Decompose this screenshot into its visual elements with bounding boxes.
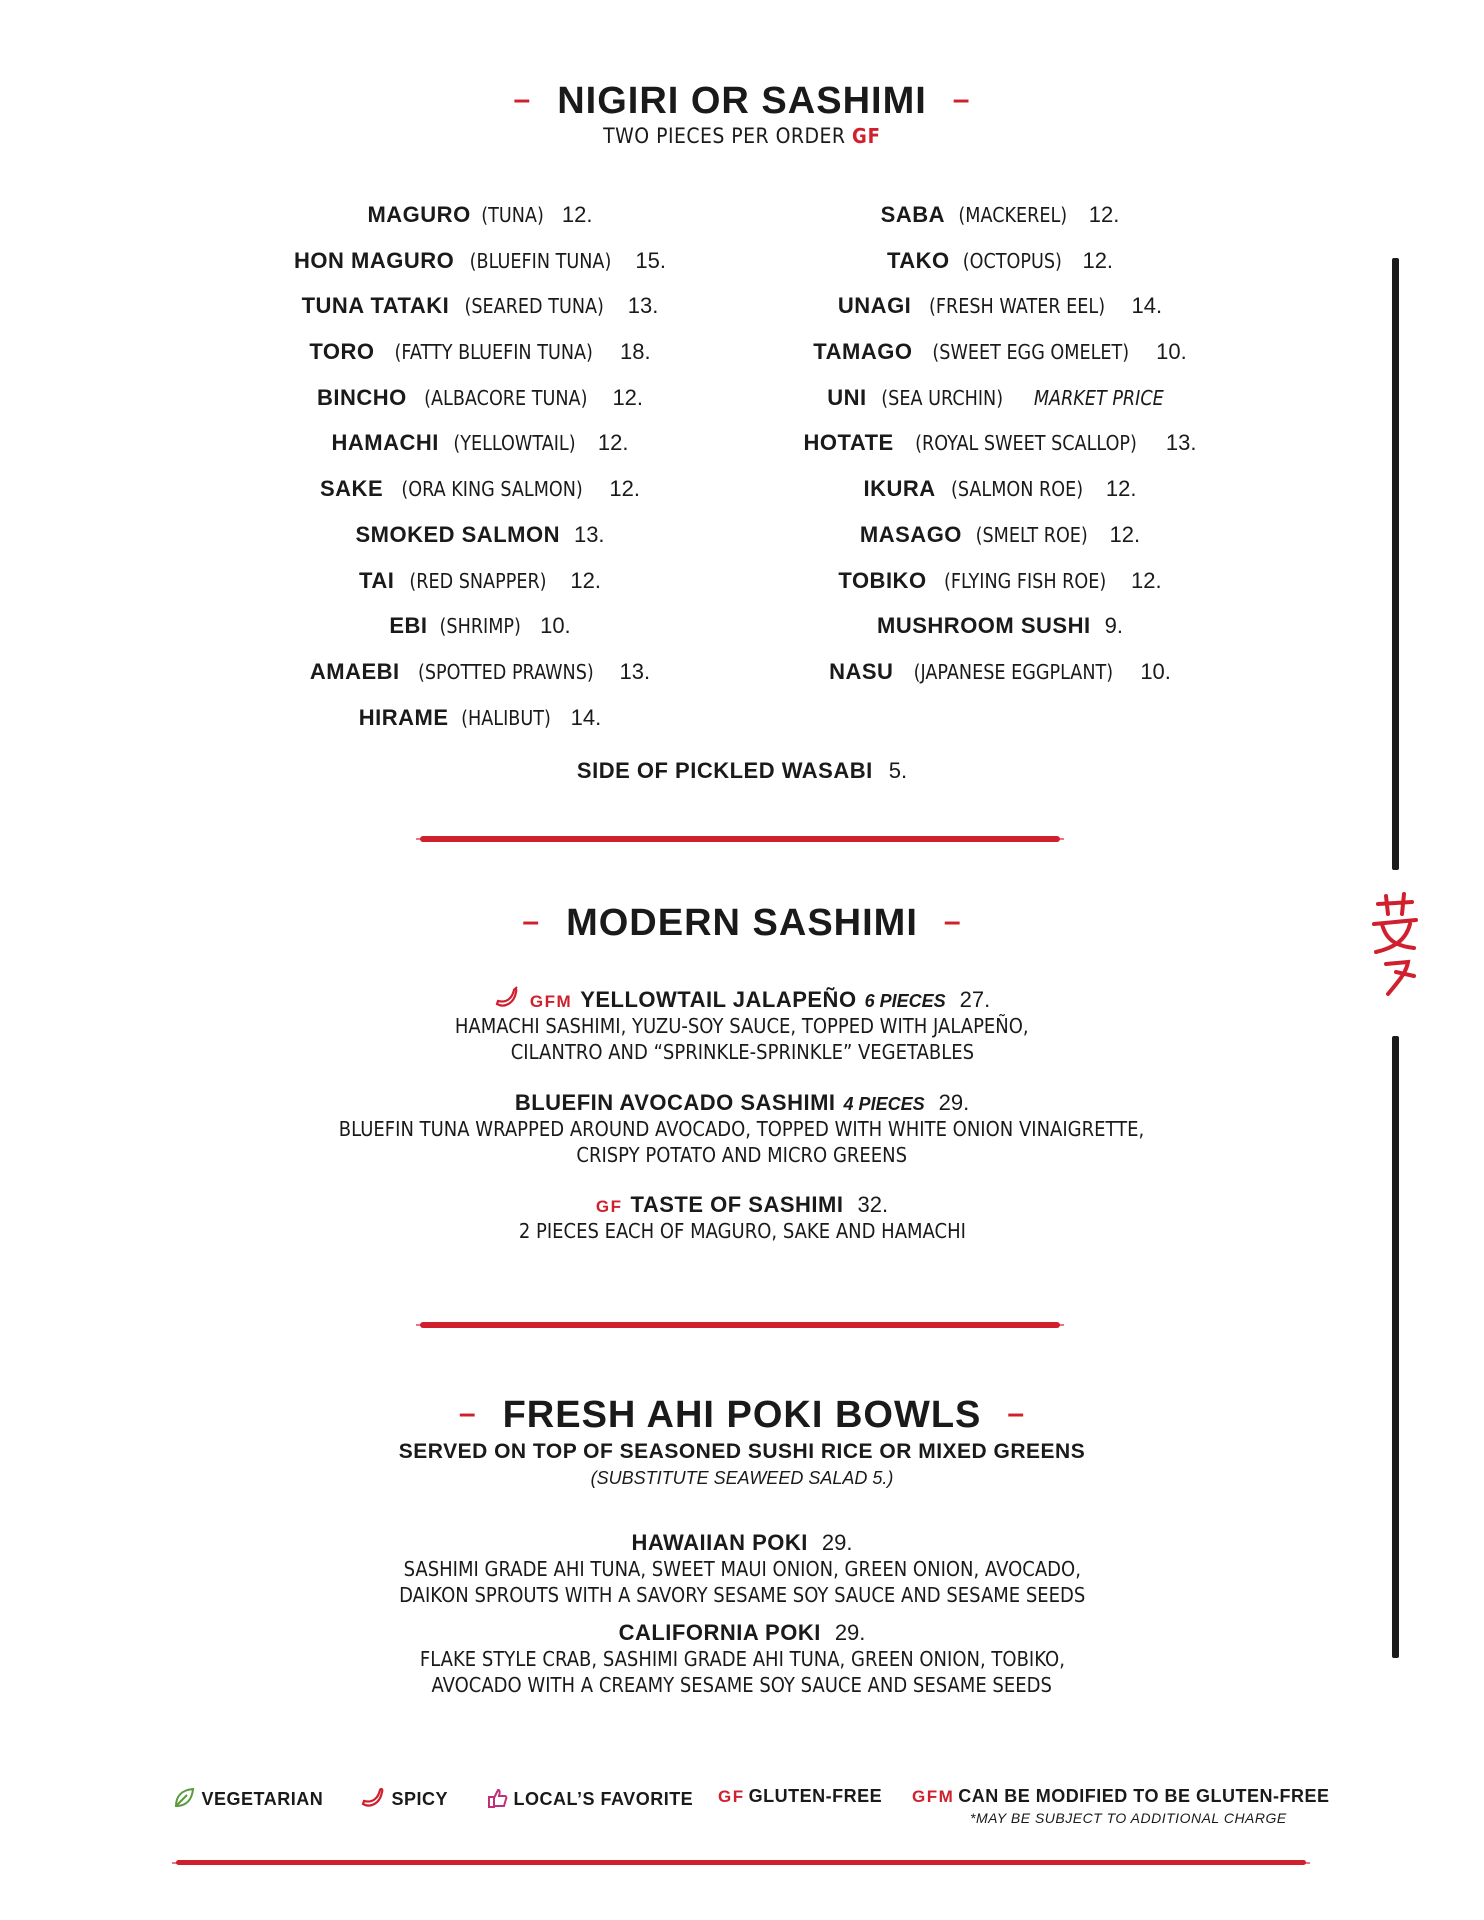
menu-item xyxy=(220,566,740,612)
item-name: SAKE xyxy=(320,476,384,502)
item-description: (FLYING FISH ROE) xyxy=(943,568,1106,593)
dish-hawaiian-poki: HAWAIIAN POKI 29. SASHIMI GRADE AHI TUNA, SWEET MAUI ONION, GREEN ONION, AVOCADO, DAIKON SPROUTS WITH A SAVORY SESAME SOY SAUCE AND SESAME SEEDS xyxy=(398,1530,1086,1607)
item-price: 10. xyxy=(1156,339,1187,365)
black-brush-stroke-top xyxy=(1392,258,1399,870)
dish-yellowtail-jalapeno: GFM YELLOWTAIL JALAPEÑO 6 PIECES 27. HAMACHI SASHIMI, YUZU-SOY SAUCE, TOPPED WITH JALAPEÑO, CILANTRO AND “SPRINKLE-SPRINKLE” VEGETABLES xyxy=(455,987,1029,1064)
item-price: 13. xyxy=(573,521,605,547)
legend-gluten-free: GF GLUTEN-FREE xyxy=(718,1786,883,1806)
item-name: SABA xyxy=(880,202,946,227)
leaf-icon xyxy=(172,1786,196,1810)
menu-item xyxy=(220,520,740,566)
item-price: 12. xyxy=(1109,521,1141,547)
item-name: AMAEBI xyxy=(309,658,400,684)
item-price: 13. xyxy=(627,293,659,319)
item-description: (FRESH WATER EEL) xyxy=(929,294,1106,319)
item-price: 12. xyxy=(612,384,644,410)
item-description: (SEA URCHIN) xyxy=(881,385,1003,410)
item-description: (HALIBUT) xyxy=(460,705,551,730)
menu-item xyxy=(740,246,1260,292)
menu-item xyxy=(740,520,1260,566)
legend-gfm: GFM CAN BE MODIFIED TO BE GLUTEN-FREE xyxy=(912,1786,1330,1806)
black-brush-stroke-bottom xyxy=(1392,1036,1399,1658)
item-description: (ALBACORE TUNA) xyxy=(423,385,588,410)
item-price: 12. xyxy=(597,430,629,456)
legend-spicy: SPICY xyxy=(360,1786,448,1810)
item-description: (FATTY BLUEFIN TUNA) xyxy=(394,340,593,365)
item-name: HOTATE xyxy=(803,430,894,456)
menu-item xyxy=(740,383,1260,429)
item-price: 12. xyxy=(561,202,593,227)
menu-item xyxy=(220,291,740,337)
menu-item xyxy=(220,703,740,749)
item-price: 12. xyxy=(570,567,601,593)
item-name: BINCHO xyxy=(316,384,407,410)
title-dash: – xyxy=(513,83,532,116)
item-name: MAGURO xyxy=(367,202,471,227)
nigiri-right-column xyxy=(740,200,1260,703)
item-name: UNAGI xyxy=(837,293,912,319)
menu-item xyxy=(220,383,740,429)
poki-note: (SUBSTITUTE SEAWEED SALAD 5.) xyxy=(590,1468,894,1488)
item-price: 12. xyxy=(1130,567,1162,593)
item-description: (MACKEREL) xyxy=(958,203,1068,227)
item-description: (SMELT ROE) xyxy=(975,522,1088,547)
menu-item xyxy=(220,246,740,292)
item-price: 12. xyxy=(609,476,640,502)
item-name: SMOKED SALMON xyxy=(355,521,560,547)
item-price: 13. xyxy=(1165,430,1197,456)
item-description: (OCTOPUS) xyxy=(962,248,1062,273)
item-name: TAKO xyxy=(886,247,950,273)
item-description: (RED SNAPPER) xyxy=(409,568,548,593)
item-name: TORO xyxy=(309,339,375,365)
nigiri-left-column xyxy=(220,200,740,748)
menu-item xyxy=(740,566,1260,612)
menu-item xyxy=(740,337,1260,383)
menu-item xyxy=(220,657,740,703)
menu-item xyxy=(220,611,740,657)
item-price: MARKET PRICE xyxy=(1033,385,1164,410)
menu-item xyxy=(220,428,740,474)
nigiri-title: – NIGIRI OR SASHIMI – xyxy=(513,80,971,122)
red-brush-divider xyxy=(420,836,1060,842)
menu-item xyxy=(740,611,1260,657)
menu-item xyxy=(220,474,740,520)
item-price: 10. xyxy=(1140,658,1171,684)
menu-item xyxy=(740,428,1260,474)
menu-item xyxy=(220,200,740,246)
item-price: 9. xyxy=(1104,613,1123,639)
dish-california-poki: CALIFORNIA POKI 29. FLAKE STYLE CRAB, SASHIMI GRADE AHI TUNA, GREEN ONION, TOBIKO, AVOCADO WITH A CREAMY SESAME SOY SAUCE AND SESAME SEEDS xyxy=(419,1620,1065,1697)
item-description: (SALMON ROE) xyxy=(950,477,1083,502)
item-price: 10. xyxy=(540,613,571,639)
item-description: (SEARED TUNA) xyxy=(464,294,605,319)
item-description: (BLUEFIN TUNA) xyxy=(470,248,612,273)
item-description: (ORA KING SALMON) xyxy=(401,477,584,502)
item-price: 14. xyxy=(570,704,602,730)
item-price: 14. xyxy=(1131,293,1163,319)
item-price: 18. xyxy=(620,339,651,365)
item-name: TAI xyxy=(359,567,395,593)
item-price: 12. xyxy=(1082,247,1114,273)
item-name: TOBIKO xyxy=(838,567,927,593)
item-name: MUSHROOM SUSHI xyxy=(877,613,1091,639)
dish-taste-of-sashimi: GF TASTE OF SASHIMI 32. 2 PIECES EACH OF MAGURO, SAKE AND HAMACHI xyxy=(518,1192,966,1243)
chili-pepper-icon xyxy=(494,986,520,1010)
item-name: HON MAGURO xyxy=(294,247,455,273)
item-description: (JAPANESE EGGPLANT) xyxy=(913,659,1113,684)
nigiri-subtitle: TWO PIECES PER ORDER GF xyxy=(603,124,881,148)
gf-badge: GF xyxy=(851,124,881,148)
chili-pepper-icon xyxy=(360,1786,386,1810)
red-brush-footer xyxy=(176,1860,1306,1865)
item-name: UNI xyxy=(827,384,867,410)
item-name: NASU xyxy=(829,658,894,684)
brush-logo-icon xyxy=(1366,890,1426,1000)
thumbs-up-icon xyxy=(486,1786,508,1810)
poki-title: – FRESH AHI POKI BOWLS – xyxy=(458,1394,1026,1436)
menu-item xyxy=(740,200,1260,246)
legend-locals-favorite: LOCAL’S FAVORITE xyxy=(486,1786,693,1810)
item-price: 15. xyxy=(635,247,666,273)
item-description: (ROYAL SWEET SCALLOP) xyxy=(914,431,1137,456)
item-name: TUNA TATAKI xyxy=(301,293,450,319)
poki-subtitle: SERVED ON TOP OF SEASONED SUSHI RICE OR MIXED GREENS xyxy=(398,1440,1086,1463)
item-name: EBI xyxy=(389,613,428,639)
item-description: (SWEET EGG OMELET) xyxy=(931,340,1129,365)
dish-bluefin-avocado: BLUEFIN AVOCADO SASHIMI 4 PIECES 29. BLUEFIN TUNA WRAPPED AROUND AVOCADO, TOPPED WITH WHITE ONION VINAIGRETTE, CRISPY POTATO AND MICRO GREENS xyxy=(339,1090,1145,1167)
item-name: HIRAME xyxy=(358,704,449,730)
item-name: MASAGO xyxy=(859,521,962,547)
menu-item xyxy=(740,291,1260,337)
item-description: (YELLOWTAIL) xyxy=(453,431,576,456)
menu-item xyxy=(220,337,740,383)
menu-item xyxy=(740,474,1260,520)
item-price: 13. xyxy=(619,658,651,684)
item-description: (TUNA) xyxy=(481,203,544,227)
title-dash: – xyxy=(952,83,971,116)
item-price: 12. xyxy=(1105,476,1137,502)
menu-item xyxy=(740,657,1260,703)
red-brush-divider xyxy=(420,1322,1060,1328)
item-name: IKURA xyxy=(863,476,936,502)
item-description: (SHRIMP) xyxy=(439,614,521,639)
legend-note: *MAY BE SUBJECT TO ADDITIONAL CHARGE xyxy=(970,1810,1287,1826)
legend-vegetarian: VEGETARIAN xyxy=(172,1786,323,1810)
item-price: 12. xyxy=(1088,202,1120,227)
item-name: TAMAGO xyxy=(813,339,913,365)
side-wasabi: SIDE OF PICKLED WASABI 5. xyxy=(576,758,908,783)
modern-title: – MODERN SASHIMI – xyxy=(522,902,962,944)
item-description: (SPOTTED PRAWNS) xyxy=(417,659,594,684)
legend xyxy=(0,1786,1484,1826)
item-name: HAMACHI xyxy=(331,430,439,456)
